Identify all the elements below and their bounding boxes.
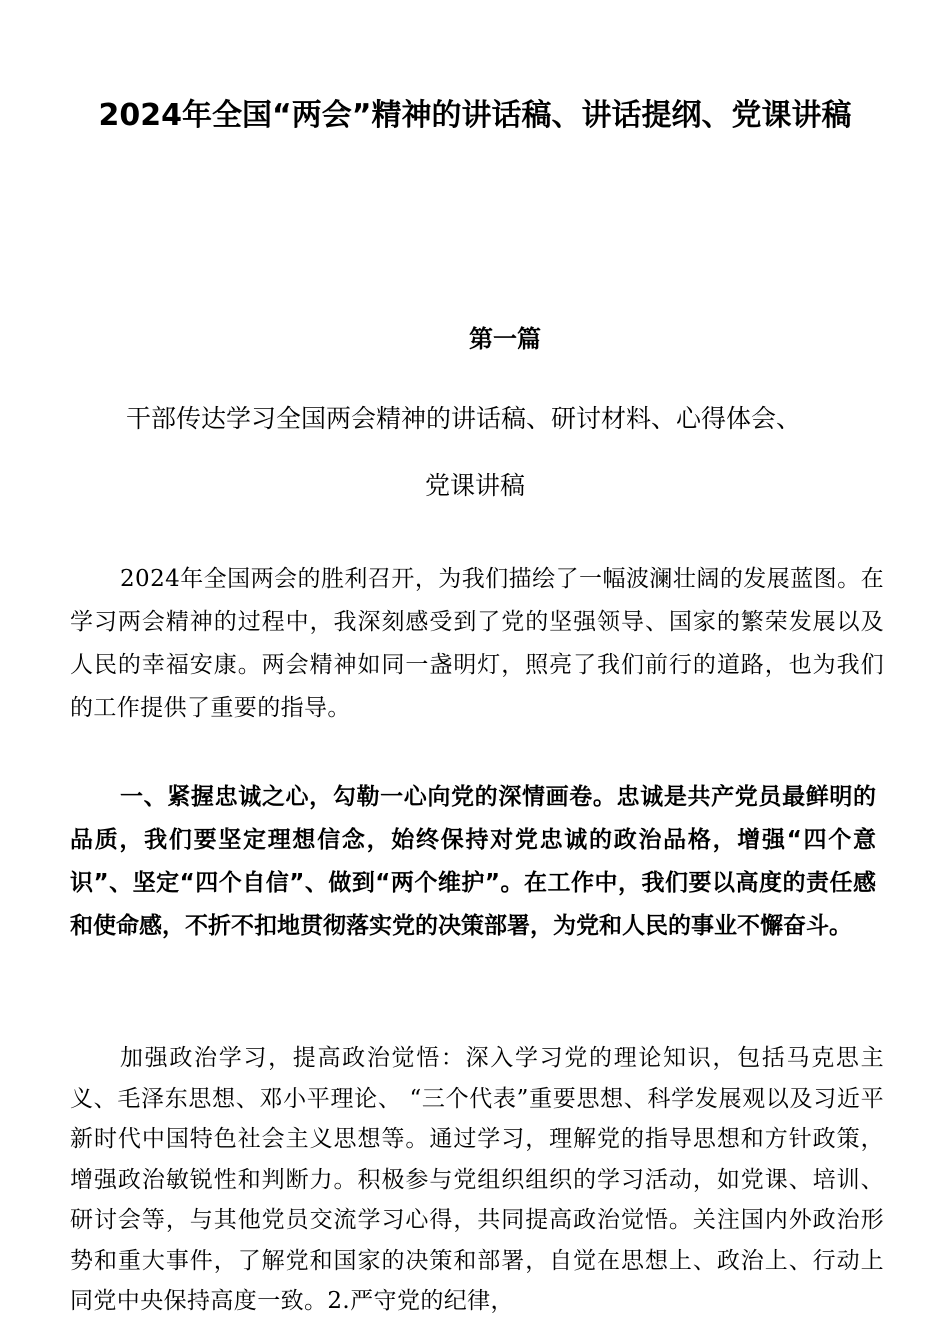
article-subtitle-line-2: 党课讲稿 [424,471,525,500]
section-label: 第一篇 [469,325,541,353]
section-one-bold-paragraph: 一、紧握忠诚之心，勾勒一心向党的深情画卷。忠诚是共产党员最鲜明的品质，我们要坚定理想信念，始终保持对党忠诚的政治品格，增强“四个意识”、坚定“四个自信”、做到“两个维护”。在工作中，我们要以高度的责任感和使命感，不折不扣地贯彻落实党的决策部署，为党和人民的事业不懈奋斗。 [70,784,876,939]
body-paragraph: 加强政治学习，提高政治觉悟：深入学习党的理论知识，包括马克思主义、毛泽东思想、邓小平理论、 “三个代表”重要思想、科学发展观以及习近平新时代中国特色社会主义思想等。通过学习，理解党的指导思想和方针政策，增强政治敏锐性和判断力。积极参与党组织组织的学习活动，如党课、培训、研讨会等，与其他党员交流学习心得，共同提高政治觉悟。关注国内外政治形势和重大事件，了解党和国家的决策和部署，自觉在思想上、政治上、行动上同党中央保持高度一致。2.严守党的纪律， [70,1045,884,1314]
intro-paragraph: 2024年全国两会的胜利召开，为我们描绘了一幅波澜壮阔的发展蓝图。在学习两会精神的过程中，我深刻感受到了党的坚强领导、国家的繁荣发展以及人民的幸福安康。两会精神如同一盏明灯，照亮了我们前行的道路，也为我们的工作提供了重要的指导。 [70,566,884,721]
document-title: 2024年全国“两会”精神的讲话稿、讲话提纲、党课讲稿 [98,98,852,133]
article-subtitle-line-1: 干部传达学习全国两会精神的讲话稿、研讨材料、心得体会、 [126,404,802,433]
